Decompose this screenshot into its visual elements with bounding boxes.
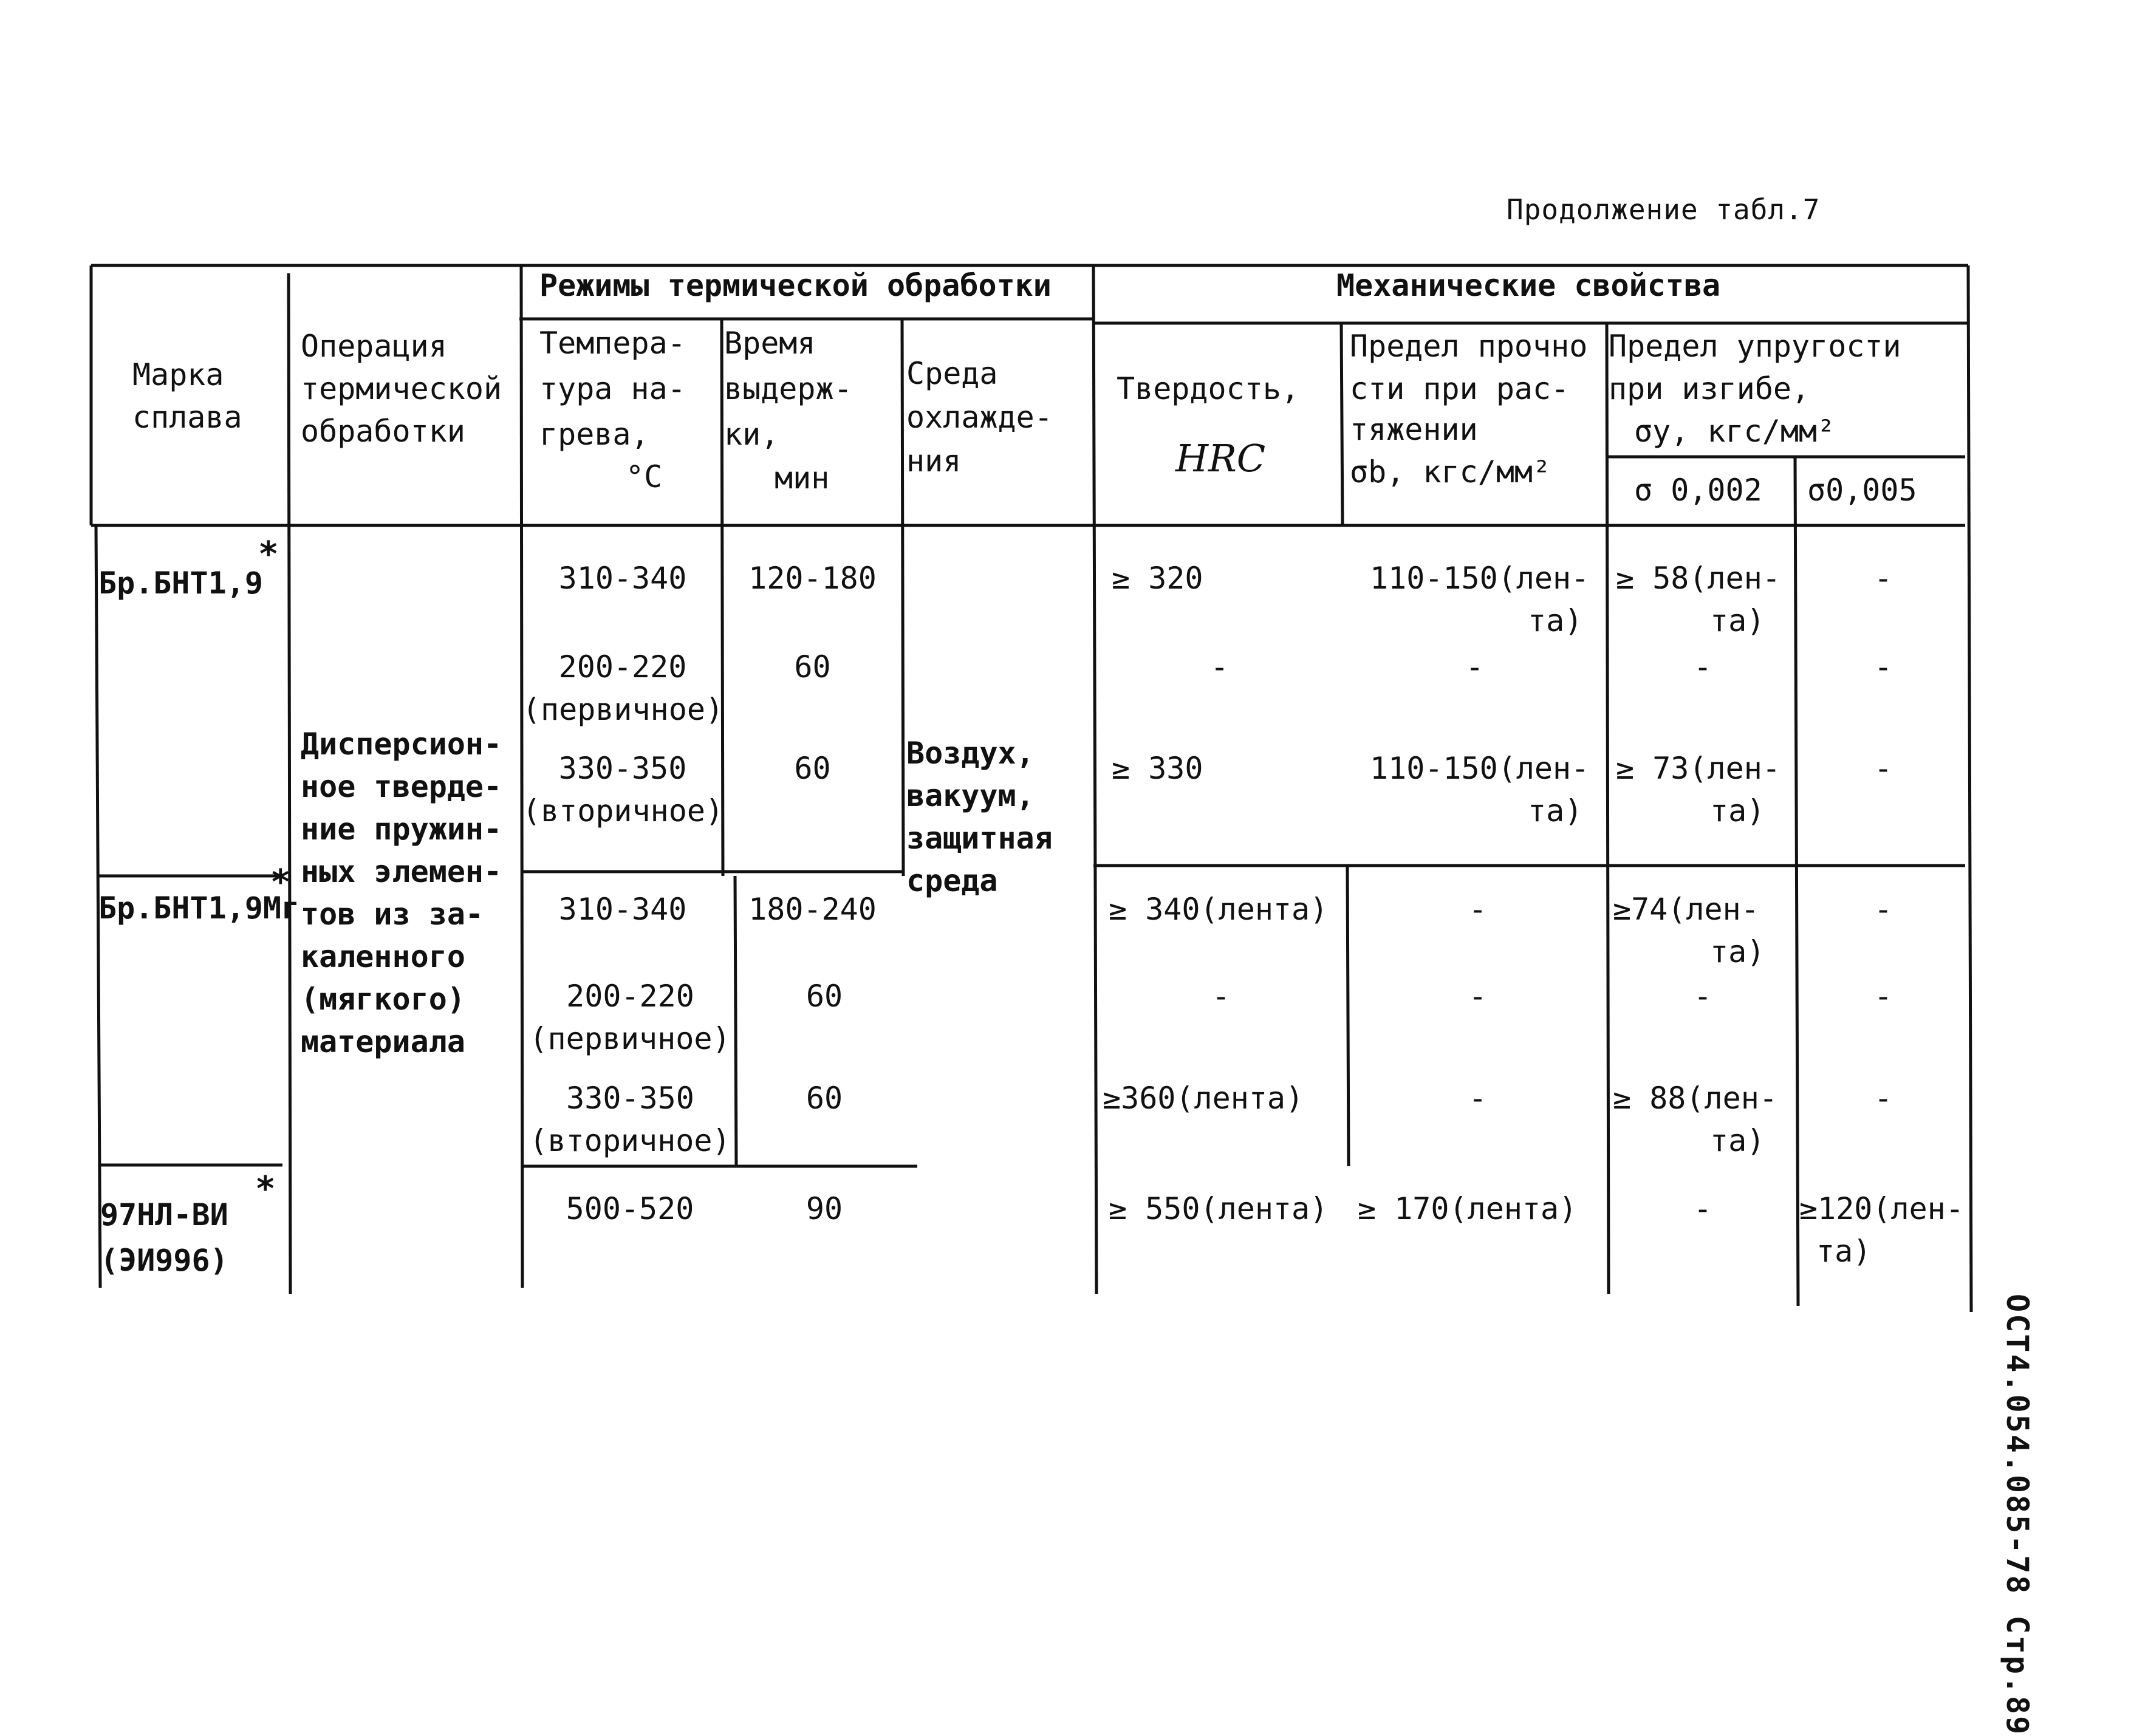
row3-hardness: ≥ 330 xyxy=(1112,751,1203,786)
alloy-name: Бр.БНТ1,9Мг xyxy=(98,890,300,926)
row4-elastic1: ≥74(лен- xyxy=(1613,892,1759,927)
header-temp-line: грева, xyxy=(539,417,649,452)
row1-strength-cont: та) xyxy=(1528,603,1583,638)
medium-line: среда xyxy=(906,863,998,898)
operation-line: ное тверде- xyxy=(301,769,502,804)
row5-strength: - xyxy=(1468,979,1487,1014)
footnote-star: * xyxy=(258,535,279,574)
header-alloy-line: Марка xyxy=(132,357,224,392)
row3-strength: 110-150(лен- xyxy=(1370,751,1590,786)
row1-elastic2: - xyxy=(1873,561,1893,596)
row7-temp: 500-520 xyxy=(566,1191,694,1226)
row2-hardness: - xyxy=(1210,649,1229,685)
row5-elastic1: - xyxy=(1693,979,1712,1014)
header-medium-line: ния xyxy=(906,443,962,479)
row7-time: 90 xyxy=(806,1191,843,1226)
header-operation-line: обработки xyxy=(301,414,465,449)
row3-temp: 330-350 xyxy=(558,751,687,786)
row5-temp: 200-220 xyxy=(566,979,694,1014)
header-strength-line: сти при рас- xyxy=(1350,371,1570,406)
row3-elastic1: ≥ 73(лен- xyxy=(1616,751,1780,786)
row6-hardness: ≥360(лента) xyxy=(1103,1081,1304,1116)
header-elastic-line: Предел упругости xyxy=(1609,329,1901,364)
row5-elastic2: - xyxy=(1873,979,1893,1014)
row6-temp-note: (вторичное) xyxy=(529,1123,731,1158)
row6-strength: - xyxy=(1468,1081,1487,1116)
row4-time: 180-240 xyxy=(748,892,877,927)
header-elastic-line: при изгибе, xyxy=(1609,371,1810,406)
row3-strength-cont: та) xyxy=(1528,793,1583,829)
header-operation-line: Операция xyxy=(301,329,447,364)
document-code: ОСТ4.054.085-78 Стр.89 xyxy=(2000,1294,2035,1736)
header-regimes-group: Режимы термической обработки xyxy=(539,268,1052,303)
row6-elastic2: - xyxy=(1873,1081,1893,1116)
row3-temp-note: (вторичное) xyxy=(522,793,724,829)
header-medium-line: охлажде- xyxy=(906,400,1053,435)
row4-elastic1-cont: та) xyxy=(1710,934,1765,969)
row3-elastic1-cont: та) xyxy=(1710,793,1765,829)
row1-temp: 310-340 xyxy=(558,561,687,596)
row5-hardness: - xyxy=(1211,979,1231,1014)
row7-hardness: ≥ 550(лента) xyxy=(1109,1191,1329,1226)
row1-elastic1: ≥ 58(лен- xyxy=(1616,561,1780,596)
header-hardness: Твердость, xyxy=(1117,371,1300,406)
header-time-line: ки, xyxy=(724,417,779,452)
row7-elastic2-cont: та) xyxy=(1816,1234,1872,1269)
footnote-star: * xyxy=(270,863,291,902)
row1-hardness: ≥ 320 xyxy=(1112,561,1203,596)
row5-time: 60 xyxy=(806,979,843,1014)
header-operation-line: термической xyxy=(301,371,502,406)
header-time-line: Время xyxy=(724,326,816,361)
row3-elastic2: - xyxy=(1873,751,1893,786)
header-temp-line: Темпера- xyxy=(539,326,686,361)
operation-line: тов из за- xyxy=(301,897,484,932)
row4-temp: 310-340 xyxy=(558,892,687,927)
row1-time: 120-180 xyxy=(748,561,877,596)
header-strength-unit: σb, кгс/мм² xyxy=(1350,454,1551,490)
row2-strength: - xyxy=(1465,649,1484,685)
row2-temp-note: (первичное) xyxy=(522,692,724,727)
alloy-name: Бр.БНТ1,9 xyxy=(98,566,263,601)
row7-elastic1: - xyxy=(1693,1191,1712,1226)
row6-elastic1: ≥ 88(лен- xyxy=(1613,1081,1777,1116)
row7-elastic2: ≥120(лен- xyxy=(1799,1191,1964,1226)
row4-strength: - xyxy=(1468,892,1487,927)
alloy-name: 97НЛ-ВИ xyxy=(100,1197,228,1232)
header-alloy-line: сплава xyxy=(132,400,242,435)
row6-time: 60 xyxy=(806,1081,843,1116)
row2-temp: 200-220 xyxy=(558,649,687,685)
header-temp-line: тура на- xyxy=(539,371,686,406)
header-time-line: выдерж- xyxy=(724,371,852,406)
row7-strength: ≥ 170(лента) xyxy=(1358,1191,1578,1226)
operation-line: ние пружин- xyxy=(301,812,502,847)
row1-elastic1-cont: та) xyxy=(1710,603,1765,638)
header-sub-0005: σ0,005 xyxy=(1807,473,1917,508)
header-strength-line: тяжении xyxy=(1350,412,1478,447)
header-sub-0002: σ 0,002 xyxy=(1634,473,1762,508)
header-temp-line: °С xyxy=(626,459,663,494)
medium-line: защитная xyxy=(906,821,1053,856)
row2-elastic2: - xyxy=(1873,649,1893,685)
row5-temp-note: (первичное) xyxy=(529,1021,731,1056)
table-caption: Продолжение табл.7 xyxy=(1507,193,1821,226)
row2-time: 60 xyxy=(794,649,831,685)
header-hardness-unit: HRC xyxy=(1175,436,1266,480)
medium-line: Воздух, xyxy=(906,736,1035,771)
header-strength-line: Предел прочно xyxy=(1350,329,1588,364)
row4-elastic2: - xyxy=(1873,892,1893,927)
medium-line: вакуум, xyxy=(906,778,1035,813)
row1-strength: 110-150(лен- xyxy=(1370,561,1590,596)
row2-elastic1: - xyxy=(1693,649,1712,685)
row6-elastic1-cont: та) xyxy=(1710,1123,1765,1158)
header-medium-line: Среда xyxy=(906,356,998,391)
operation-line: Дисперсион- xyxy=(301,726,502,762)
row3-time: 60 xyxy=(794,751,831,786)
operation-line: ных элемен- xyxy=(301,854,502,889)
header-time-line: мин xyxy=(775,460,830,496)
alloy-name: (ЭИ996) xyxy=(100,1243,228,1278)
row6-temp: 330-350 xyxy=(566,1081,694,1116)
operation-line: каленного xyxy=(301,939,465,974)
footnote-star: * xyxy=(255,1169,276,1209)
header-elastic-unit: σу, кгс/мм² xyxy=(1634,414,1836,449)
operation-line: материала xyxy=(301,1024,465,1059)
operation-line: (мягкого) xyxy=(301,982,465,1017)
row4-hardness: ≥ 340(лента) xyxy=(1109,892,1329,927)
header-mech-group: Механические свойства xyxy=(1336,268,1721,303)
